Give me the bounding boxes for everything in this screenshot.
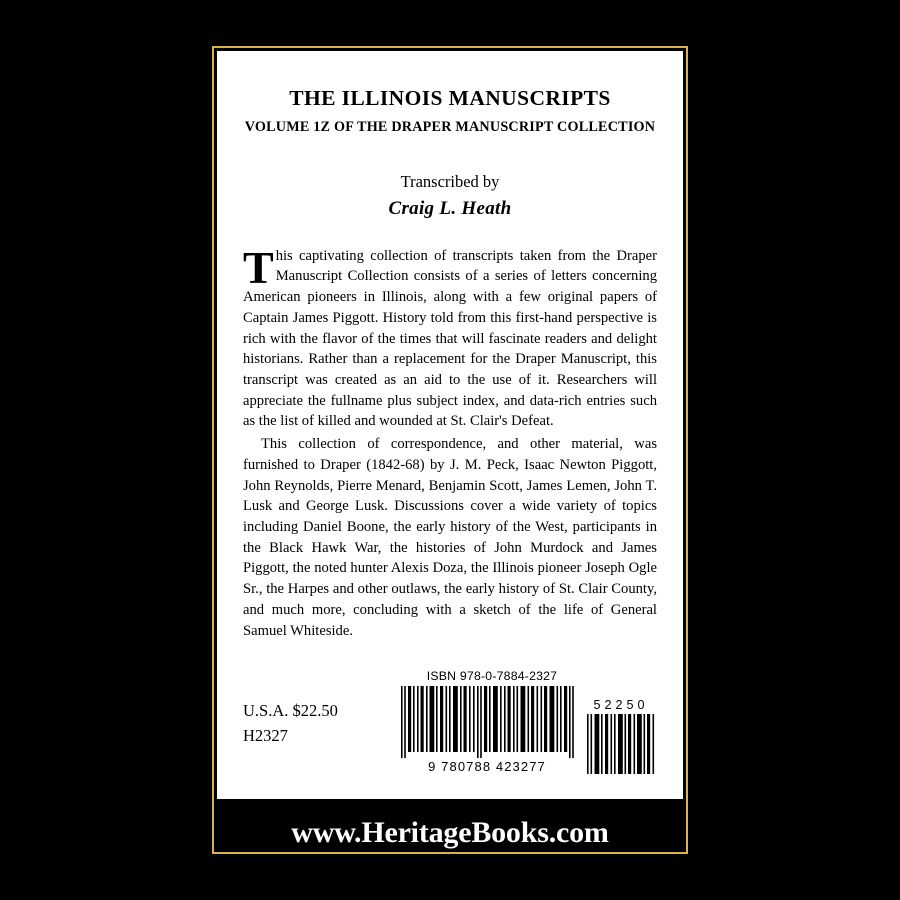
book-title: THE ILLINOIS MANUSCRIPTS <box>289 86 611 110</box>
publisher-website: www.HeritageBooks.com <box>291 816 609 849</box>
barcode-area <box>399 669 657 774</box>
drop-cap: T <box>243 241 274 293</box>
book-subtitle: VOLUME 1Z OF THE DRAPER MANUSCRIPT COLLECTION <box>244 118 656 135</box>
back-cover-blurb <box>243 241 657 642</box>
ean5-digits: 52250 <box>593 698 649 712</box>
ean5-addon-barcode <box>585 698 657 774</box>
cover-text-panel <box>217 51 683 799</box>
item-code-text: H2327 <box>243 725 288 745</box>
author-name: Craig L. Heath <box>388 197 512 219</box>
ean13-digits: 9 780788 423277 <box>428 759 546 774</box>
ean5-bars-graphic <box>585 714 657 774</box>
blurb-paragraph-1 <box>243 241 657 432</box>
cover-footer-block <box>243 661 657 791</box>
isbn-label: ISBN 978-0-7884-2327 <box>426 669 558 683</box>
ean13-barcode <box>399 686 575 774</box>
book-back-cover <box>152 28 748 872</box>
transcribed-by-label: Transcribed by <box>400 171 500 191</box>
blurb-paragraph-2: This collection of correspondence, and other material, was furnished to Draper (1842-68) by J. M. Peck, Isaac Newton Piggott, John Reynolds, Pierre Menard, Benjamin Scott, James Lemen, John T. Lusk and George Lusk. Discussions cover a wide variety of topics including Daniel Boone, the early history of the West, participants in the Black Hawk War, the histories of John Murdock and James Piggott, the noted hunter Alexis Doza, the Illinois pioneer Joseph Ogle Sr., the Harpes and other outlaws, the early history of St. Clair County, and much more, concluding with a sketch of the life of General Samuel Whiteside. <box>243 436 657 639</box>
ean13-bars-graphic <box>399 686 575 758</box>
barcode-row <box>399 686 657 774</box>
price-text: U.S.A. $22.50 <box>243 701 338 720</box>
price-block <box>243 699 338 749</box>
blurb-paragraph-1-text: his captivating collection of transcripts taken from the Draper Manuscript Collection consists of a series of letters concerning American pioneers in Illinois, along with a few original papers of Captain James Piggott. History told from this first-hand perspective is rich with the flavor of the times that will fascinate readers and delight historians. Rather than a replacement for the Draper Manuscript, this transcript was created as an aid to the use of it. Researchers will appreciate the fullname plus subject index, and data-rich entries such as the list of killed and wounded at St. Clair's Defeat. <box>243 247 657 430</box>
